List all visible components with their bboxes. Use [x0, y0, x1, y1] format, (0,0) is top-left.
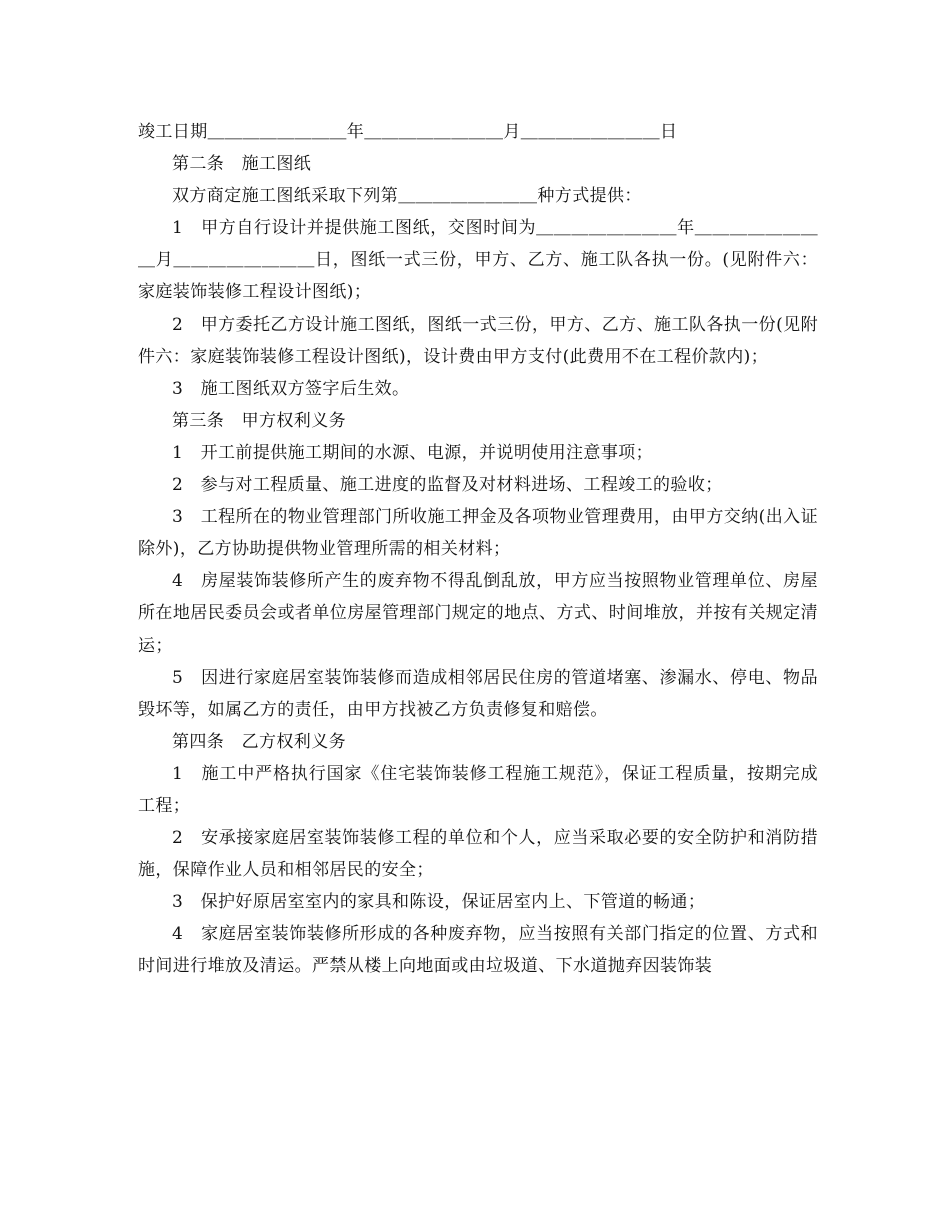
- document-body: [138, 116, 818, 983]
- article-3-item-4: 4 房屋装饰装修所产生的废弃物不得乱倒乱放，甲方应当按照物业管理单位、房屋所在地居民委员会或者单位房屋管理部门规定的地点、方式、时间堆放，并按有关规定清运；: [138, 571, 818, 656]
- article-4-item-4: 4 家庭居室装饰装修所形成的各种废弃物，应当按照有关部门指定的位置、方式和时间进行堆放及清运。严禁从楼上向地面或由垃圾道、下水道抛弃因装饰装: [138, 924, 818, 977]
- article-4-item-1: 1 施工中严格执行国家《住宅装饰装修工程施工规范》，保证工程质量，按期完成工程；: [138, 763, 818, 816]
- article-2-item-2: 2 甲方委托乙方设计施工图纸，图纸一式三份，甲方、乙方、施工队各执一份(见附件六：家庭装饰装修工程设计图纸)，设计费由甲方支付(此费用不在工程价款内)；: [138, 314, 818, 367]
- article-4-heading: 第四条 乙方权利义务: [172, 731, 346, 752]
- article-2-heading: 第二条 施工图纸: [172, 154, 312, 175]
- article-3-heading: 第三条 甲方权利义务: [172, 410, 346, 431]
- article-3-item-2: 2 参与对工程质量、施工进度的监督及对材料进场、工程竣工的验收；: [172, 475, 723, 496]
- completion-date-line: 竣工日期＿＿＿＿＿＿＿＿年＿＿＿＿＿＿＿＿月＿＿＿＿＿＿＿＿日: [138, 122, 678, 142]
- article-3-item-3: 3 工程所在的物业管理部门所收施工押金及各项物业管理费用，由甲方交纳(出入证除外)，乙方协助提供物业管理所需的相关材料；: [138, 507, 818, 560]
- article-3-item-1: 1 开工前提供施工期间的水源、电源，并说明使用注意事项；: [172, 442, 654, 463]
- article-2-intro: 双方商定施工图纸采取下列第＿＿＿＿＿＿＿＿种方式提供：: [172, 186, 642, 207]
- article-4-item-2: 2 安承接家庭居室装饰装修工程的单位和个人，应当采取必要的安全防护和消防措施，保障作业人员和相邻居民的安全；: [138, 828, 818, 881]
- article-2-item-1: 1 甲方自行设计并提供施工图纸，交图时间为＿＿＿＿＿＿＿＿年＿＿＿＿＿＿＿＿月＿＿＿＿＿＿＿＿日，图纸一式三份，甲方、乙方、施工队各执一份。(见附件六：家庭装饰装修工程设计图纸)；: [138, 218, 818, 303]
- article-2-item-3: 3 施工图纸双方签字后生效。: [172, 378, 410, 399]
- article-4-item-3: 3 保护好原居室室内的家具和陈设，保证居室内上、下管道的畅通；: [172, 892, 706, 913]
- article-3-item-5: 5 因进行家庭居室装饰装修而造成相邻居民住房的管道堵塞、渗漏水、停电、物品毁坏等，如属乙方的责任，由甲方找被乙方负责修复和赔偿。: [138, 667, 818, 720]
